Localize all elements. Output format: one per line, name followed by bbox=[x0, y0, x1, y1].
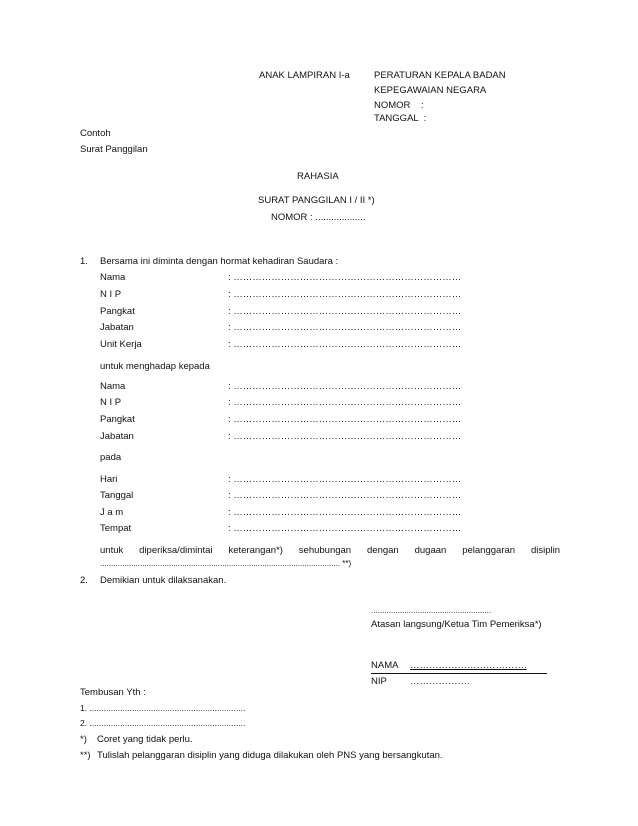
field-label-pangkat: Pangkat bbox=[100, 306, 135, 317]
section1-number: 1. bbox=[80, 256, 88, 267]
regulation-tanggal: TANGGAL : bbox=[374, 113, 427, 124]
signature-nama-label: NAMA bbox=[371, 660, 399, 671]
purpose-word: disiplin bbox=[530, 545, 560, 556]
classification: RAHASIA bbox=[297, 171, 339, 182]
document-number: NOMOR : ................... bbox=[271, 212, 366, 223]
signature-role: Atasan langsung/Ketua Tim Pemeriksa*) bbox=[371, 619, 542, 630]
section2-text: Demikian untuk dilaksanakan. bbox=[100, 575, 227, 586]
field-label-nip: N I P bbox=[100, 289, 122, 300]
signature-nip-label: NIP bbox=[371, 676, 387, 687]
signature-nama-fill: ………………………………. bbox=[410, 660, 527, 671]
field-label-hari: Hari bbox=[100, 474, 118, 485]
field-fill: : ……………………………………………………………… bbox=[228, 289, 462, 300]
field-label-jabatan: Jabatan bbox=[100, 322, 134, 333]
purpose-word: keterangan*) bbox=[228, 545, 283, 556]
menghadap-label: untuk menghadap kepada bbox=[100, 361, 210, 372]
field-fill: : ……………………………………………………………… bbox=[228, 397, 462, 408]
tembusan-item: 1. .................................................................. bbox=[80, 703, 246, 713]
purpose-dots-line: ............................................................................................................ **) bbox=[100, 559, 352, 568]
purpose-word: sehubungan bbox=[298, 545, 352, 556]
regulation-nomor: NOMOR : bbox=[374, 100, 424, 111]
purpose-line bbox=[100, 545, 560, 556]
lampiran-label: ANAK LAMPIRAN I-a bbox=[259, 70, 350, 81]
signature-dots: ...................................................... bbox=[371, 606, 492, 615]
field-fill: : ……………………………………………………………… bbox=[228, 431, 462, 442]
purpose-word: diperiksa/dimintai bbox=[139, 545, 213, 556]
pada-label: pada bbox=[100, 452, 122, 463]
field-label-jam: J a m bbox=[100, 507, 124, 518]
field-fill: : ……………………………………………………………… bbox=[228, 507, 462, 518]
field-fill: : ……………………………………………………………… bbox=[228, 381, 462, 392]
tembusan-item: 2. .................................................................. bbox=[80, 718, 246, 728]
field-label-nama: Nama bbox=[100, 272, 126, 283]
field-label-jabatan: Jabatan bbox=[100, 431, 134, 442]
field-label-nama: Nama bbox=[100, 381, 126, 392]
document-title: SURAT PANGGILAN I / II *) bbox=[258, 195, 375, 206]
field-fill: : ……………………………………………………………… bbox=[228, 272, 462, 283]
field-label-nip: N I P bbox=[100, 397, 122, 408]
field-fill: : ……………………………………………………………… bbox=[228, 414, 462, 425]
field-label-pangkat: Pangkat bbox=[100, 414, 135, 425]
signature-nip-fill: ………………. bbox=[410, 676, 470, 687]
subject-label: Surat Panggilan bbox=[80, 144, 148, 155]
field-fill: : ……………………………………………………………… bbox=[228, 339, 462, 350]
field-fill: : ……………………………………………………………… bbox=[228, 474, 462, 485]
purpose-word: dengan bbox=[367, 545, 399, 556]
field-fill: : ……………………………………………………………… bbox=[228, 306, 462, 317]
note-mark: **) bbox=[80, 750, 91, 761]
purpose-word: pelanggaran bbox=[462, 545, 516, 556]
regulation-line-1: PERATURAN KEPALA BADAN bbox=[374, 70, 506, 81]
field-label-tanggal: Tanggal bbox=[100, 490, 134, 501]
purpose-word: untuk bbox=[100, 545, 124, 556]
note-text: Coret yang tidak perlu. bbox=[97, 734, 193, 745]
section1-intro: Bersama ini diminta dengan hormat kehadiran Saudara : bbox=[100, 256, 339, 267]
signature-divider bbox=[371, 673, 547, 674]
field-label-unit-kerja: Unit Kerja bbox=[100, 339, 142, 350]
contoh-label: Contoh bbox=[80, 128, 111, 139]
purpose-word: dugaan bbox=[414, 545, 447, 556]
regulation-line-2: KEPEGAWAIAN NEGARA bbox=[374, 85, 487, 96]
field-fill: : ……………………………………………………………… bbox=[228, 322, 462, 333]
note-text: Tulislah pelanggaran disiplin yang diduga dilakukan oleh PNS yang bersangkutan. bbox=[97, 750, 443, 761]
note-mark: *) bbox=[80, 734, 87, 745]
field-fill: : ……………………………………………………………… bbox=[228, 490, 462, 501]
section2-number: 2. bbox=[80, 575, 88, 586]
field-label-tempat: Tempat bbox=[100, 523, 132, 534]
tembusan-title: Tembusan Yth : bbox=[80, 687, 146, 698]
field-fill: : ……………………………………………………………… bbox=[228, 523, 462, 534]
